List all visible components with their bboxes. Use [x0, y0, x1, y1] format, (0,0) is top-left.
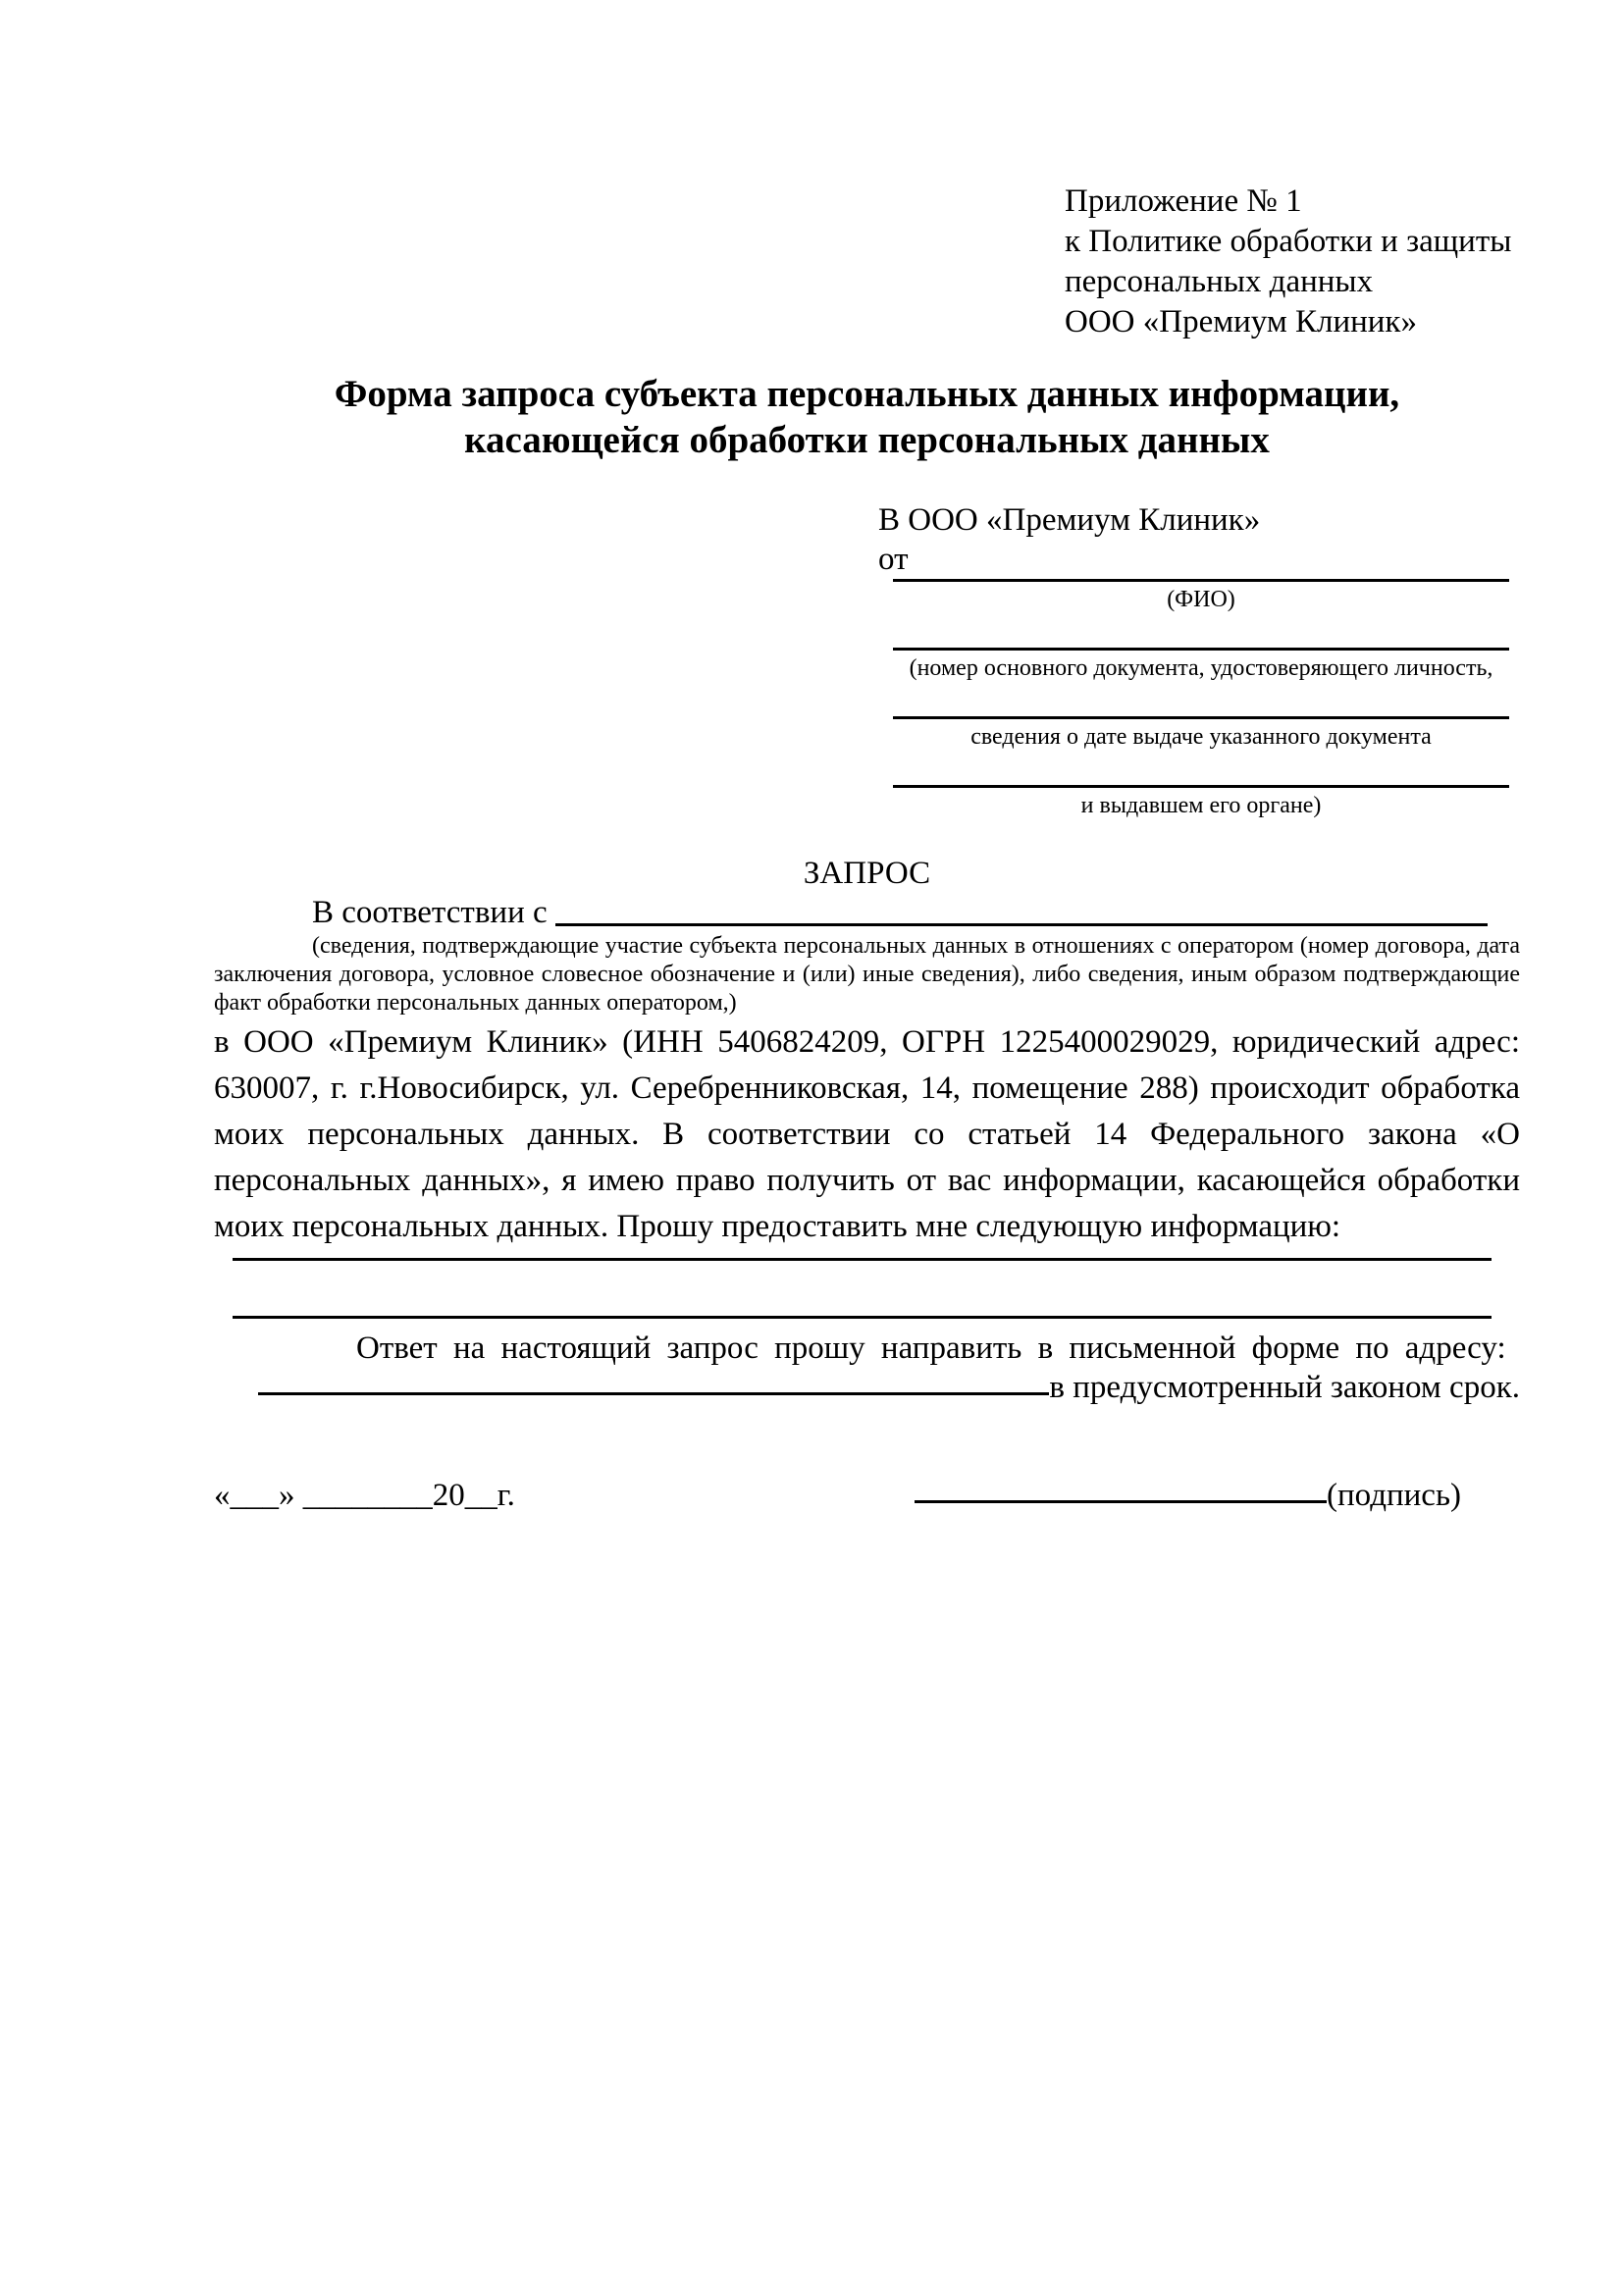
issuing-authority-caption: и выдавшем его органе) — [1080, 793, 1322, 818]
document-number-caption: (номер основного документа, удостоверяющего личность, — [909, 655, 1493, 681]
document-title — [214, 371, 1520, 463]
fio-caption: (ФИО) — [1167, 587, 1235, 612]
issue-date-blank-line — [893, 716, 1509, 719]
request-body-paragraph: в ООО «Премиум Клиник» (ИНН 5406824209, ОГРН 1225400029029, юридический адрес: 630007, г. г.Новосибирск, ул. Серебренниковская, 14, помещение 288) происходит обработка моих персональных данных. В соответствии со статьей 14 Федерального закона «О персональных данных», я имею право получить от вас информации, касающейся обработки моих персональных данных. Прошу предоставить мне следующую информацию: — [214, 1024, 1520, 1244]
appendix-block — [1065, 182, 1520, 342]
addressee-from: от — [878, 542, 909, 577]
response-delivery-tail: в предусмотренный законом срок. — [1049, 1370, 1520, 1405]
accordance-blank-line — [555, 893, 1488, 926]
document-title-line: Форма запроса субъекта персональных данных информации, — [334, 373, 1400, 415]
signature-blank-line — [915, 1476, 1327, 1503]
appendix-line: ООО «Премиум Клиник» — [1065, 304, 1417, 339]
signature-caption: (подпись) — [1327, 1478, 1461, 1513]
address-blank-line — [258, 1368, 1049, 1395]
signature-area — [915, 1476, 1461, 1515]
addressee-block — [878, 500, 1509, 818]
date-signature-row — [214, 1476, 1520, 1515]
fio-blank-line — [893, 579, 1509, 582]
issuing-authority-field — [893, 785, 1509, 818]
request-heading: ЗАПРОС — [803, 856, 931, 891]
document-number-blank-line — [893, 648, 1509, 651]
issue-date-caption: сведения о дате выдаче указанного документа — [970, 724, 1432, 750]
information-blank-line-1 — [233, 1258, 1492, 1261]
accordance-row — [214, 893, 1520, 932]
appendix-line: к Политике обработки и защиты — [1065, 224, 1512, 259]
accordance-label: В соответствии с — [312, 895, 548, 930]
response-address-row — [214, 1368, 1520, 1407]
small-print-note: (сведения, подтверждающие участие субъекта персональных данных в отношениях с оператором (номер договора, дата заключения договора, условное словесное обозначение и (или) иные сведения), либо сведения, иным образом подтверждающие факт обработки персональных данных оператором,) — [214, 933, 1520, 1016]
document-number-field — [893, 648, 1509, 681]
date-blank: «___» ________20__г. — [214, 1478, 515, 1513]
fio-field — [893, 579, 1509, 612]
information-blank-line-2 — [233, 1316, 1492, 1319]
appendix-line: Приложение № 1 — [1065, 183, 1302, 219]
addressee-to: В ООО «Премиум Клиник» — [878, 502, 1261, 538]
document-title-line: касающейся обработки персональных данных — [464, 419, 1270, 461]
issuing-authority-blank-line — [893, 785, 1509, 788]
response-delivery-line: Ответ на настоящий запрос прошу направить в письменной форме по адресу: — [356, 1331, 1506, 1366]
appendix-line: персональных данных — [1065, 264, 1374, 299]
issue-date-field — [893, 716, 1509, 750]
